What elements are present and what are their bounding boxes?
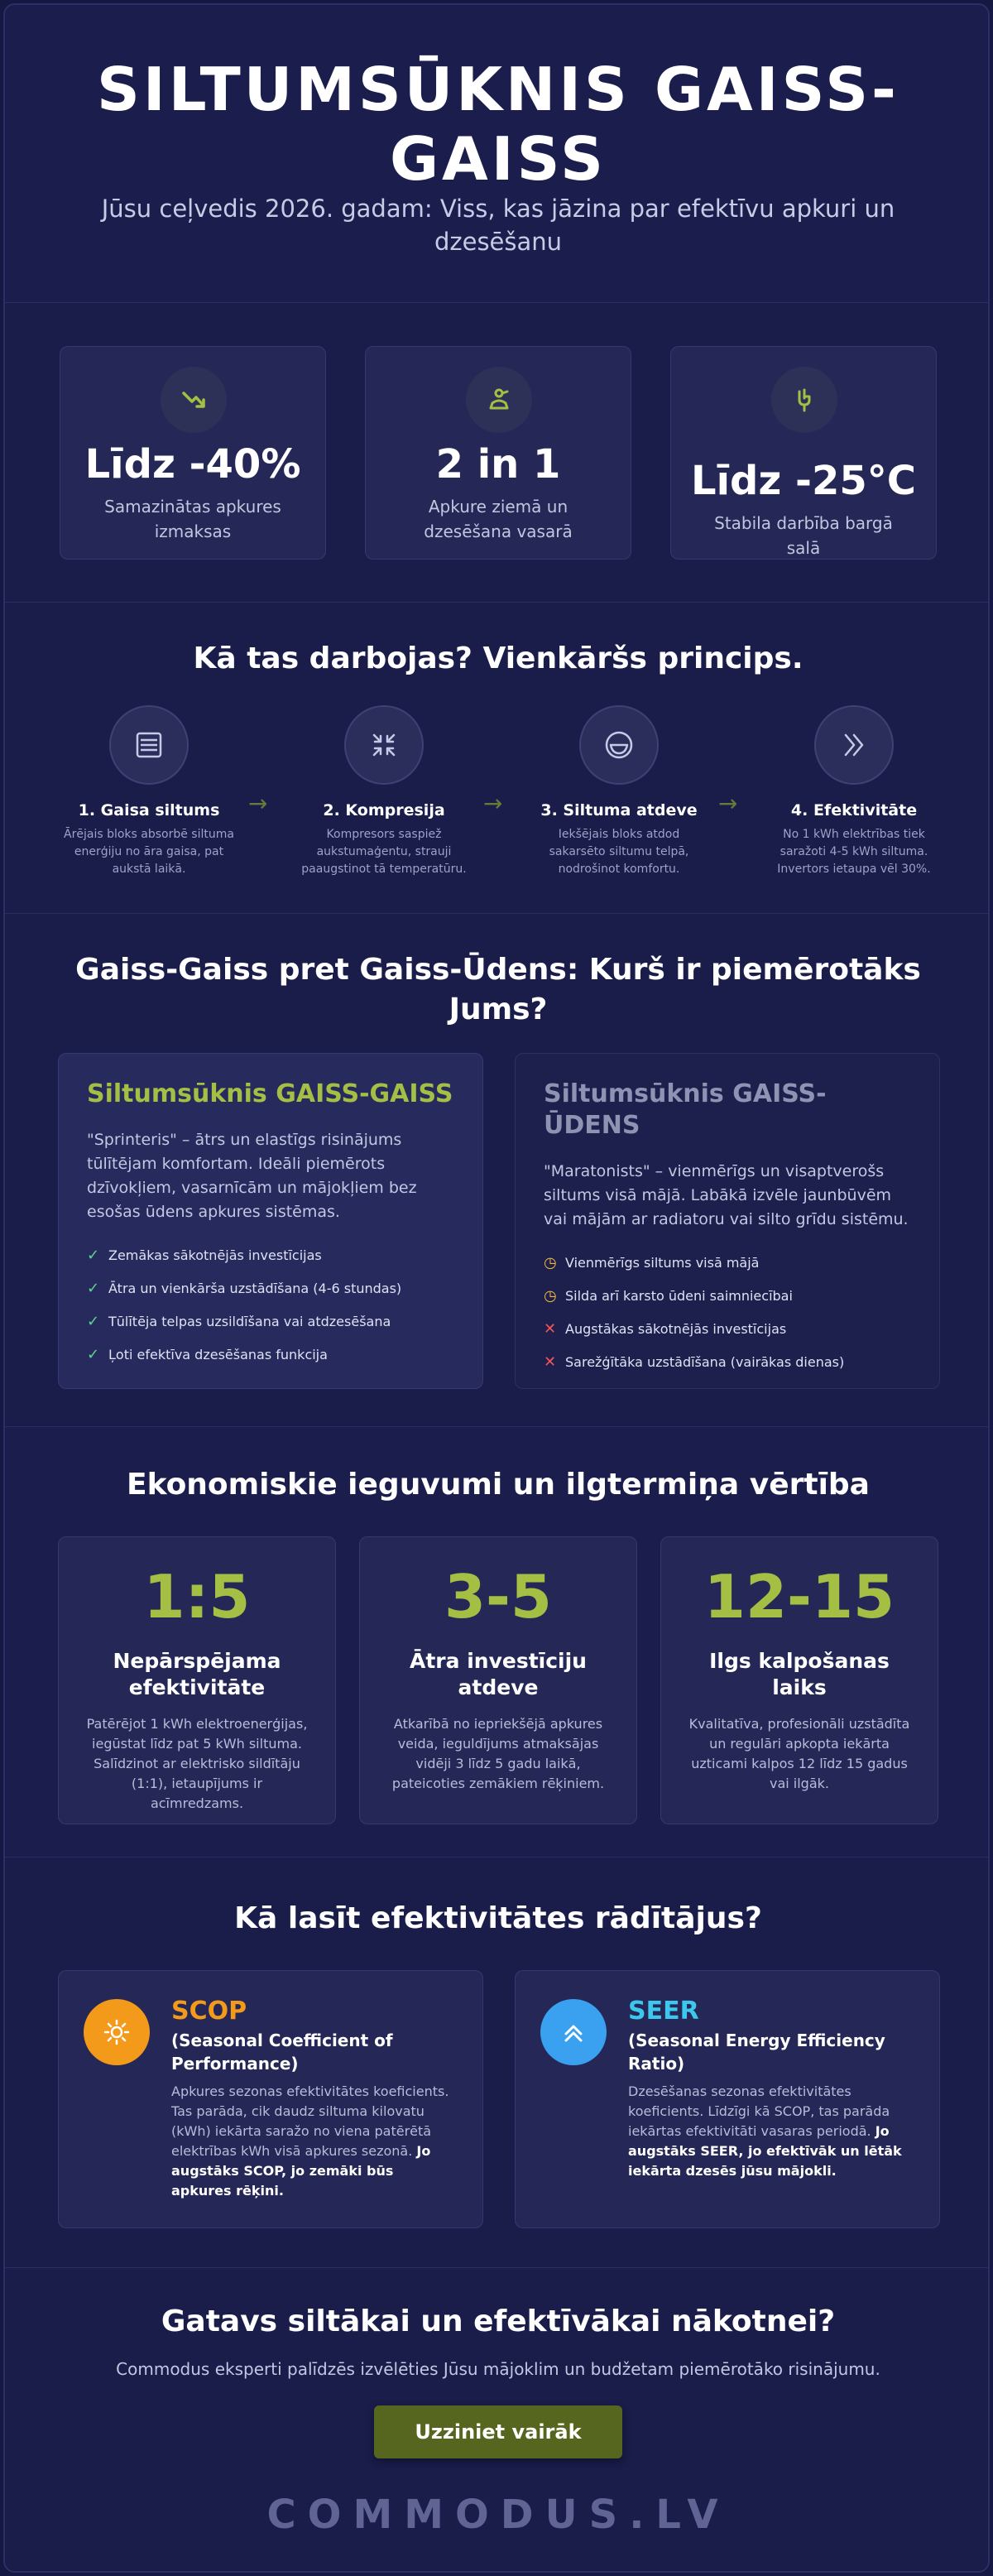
section-title: Kā tas darbojas? Vienkāršs princips. — [193, 642, 804, 675]
step-1 — [50, 705, 248, 878]
list-item: ✓ Ļoti efektīva dzesēšanas funkcija — [87, 1346, 328, 1363]
sun-icon — [84, 1999, 150, 2065]
stat-value: 2 in 1 — [435, 441, 561, 488]
card-title: Siltumsūknis GAISS-ŪDENS — [544, 1079, 827, 1140]
econ-figure: 1:5 — [143, 1562, 251, 1632]
cta-title: Gatavs siltākai un efektīvākai nākotnei? — [161, 2304, 836, 2338]
arrow-right-icon: → — [718, 790, 738, 817]
pros-cons-list — [544, 1255, 911, 1371]
list-item: ✓ Zemākas sākotnējās investīcijas — [87, 1247, 322, 1264]
compress-icon — [344, 705, 424, 785]
card-title: Siltumsūknis GAISS-GAISS — [87, 1079, 453, 1108]
check-icon: ✓ — [87, 1280, 100, 1297]
list-item: ✓ Ātra un vienkārša uzstādīšana (4-6 stundas) — [87, 1280, 402, 1297]
learn-more-button[interactable]: Uzziniet vairāk — [374, 2405, 622, 2458]
list-item: ✕ Sarežģītāka uzstādīšana (vairākas dienas) — [544, 1353, 845, 1371]
stat-card-cold — [670, 346, 937, 560]
thermostat-icon — [466, 367, 532, 433]
list-item: ✓ Tūlītēja telpas uzsildīšana vai atdzesēšana — [87, 1313, 391, 1330]
econ-figure: 3-5 — [444, 1562, 553, 1632]
stat-card-2in1 — [365, 346, 631, 560]
step-4 — [755, 705, 953, 878]
stat-label: Stabila darbība bargā salā — [714, 513, 893, 558]
cross-icon: ✕ — [544, 1320, 557, 1338]
cta-subtitle: Commodus eksperti palīdzēs izvēlēties Jūsu mājoklim un budžetam piemērotāko risinājumu. — [116, 2359, 880, 2379]
seer-body — [628, 1996, 914, 2181]
infographic-frame — [3, 3, 990, 2573]
econ-card-efficiency — [58, 1536, 336, 1824]
metric-name: SCOP — [171, 1997, 247, 2026]
double-chevron-icon — [814, 705, 894, 785]
cta-section — [5, 2268, 990, 2573]
how-it-works-section — [5, 603, 990, 914]
metrics-section — [5, 1858, 990, 2268]
double-chevron-up-icon — [540, 1999, 607, 2065]
metric-fullname: (Seasonal Energy Efficiency Ratio) — [628, 2031, 885, 2074]
step-desc: Iekšējais bloks atdod sakarsēto siltumu telpā, nodrošinot komfortu. — [549, 828, 689, 876]
step-3 — [520, 705, 718, 878]
hero-section — [5, 5, 990, 303]
metric-desc: Apkures sezonas efektivitātes koeficients. Tas parāda, cik daudz siltuma kilovatu (kWh) iekārta saražo no viena patērētā elektrības kWh visā apkures sezonā. Jo augstāks SCOP, jo zemāki būs apkures rēķini. — [171, 2083, 449, 2199]
pros-list — [87, 1247, 454, 1363]
list-item: ◷ Vienmērīgs siltums visā mājā — [544, 1254, 760, 1271]
econ-desc: Kvalitatīva, profesionāli uzstādīta un regulāri apkopta iekārta uzticami kalpos 12 līdz 15 gadus vai ilgāk. — [688, 1716, 910, 1791]
step-desc: Ārējais bloks absorbē siltuma enerģiju no āra gaisa, pat aukstā laikā. — [64, 828, 234, 876]
step-title: 4. Efektivitāte — [790, 801, 918, 819]
econ-desc: Patērējot 1 kWh elektroenerģijas, iegūstat līdz pat 5 kWh siltuma. Salīdzinot ar elektrisko sildītāju (1:1), ietaupījums ir acīmredzams. — [86, 1716, 308, 1811]
list-item: ◷ Silda arī karsto ūdeni saimniecībai — [544, 1287, 793, 1305]
econ-title: Ātra investīciju atdeve — [410, 1649, 587, 1699]
check-icon: ✓ — [87, 1247, 100, 1264]
plug-icon — [771, 367, 837, 433]
stat-label: Samazinātas apkures izmaksas — [104, 497, 281, 541]
trend-down-icon — [161, 367, 227, 433]
smile-icon — [579, 705, 659, 785]
step-title: 3. Siltuma atdeve — [540, 801, 698, 819]
page-subtitle: Jūsu ceļvedis 2026. gadam: Viss, kas jāzina par efektīvu apkuri un dzesēšanu — [101, 195, 895, 256]
econ-card-lifetime — [660, 1536, 938, 1824]
air-icon — [109, 705, 189, 785]
scop-body — [171, 1996, 458, 2201]
stat-card-savings — [60, 346, 326, 560]
card-seer — [515, 1970, 940, 2228]
section-title: Ekonomiskie ieguvumi un ilgtermiņa vērtība — [127, 1468, 870, 1502]
clock-icon: ◷ — [544, 1254, 557, 1271]
card-air-air — [58, 1053, 483, 1389]
list-item: ✕ Augstākas sākotnējās investīcijas — [544, 1320, 787, 1338]
arrow-right-icon: → — [483, 790, 503, 817]
metric-name: SEER — [628, 1997, 699, 2026]
stat-value: Līdz -25°C — [691, 458, 916, 504]
econ-card-payback — [359, 1536, 637, 1824]
check-icon: ✓ — [87, 1313, 100, 1330]
metric-fullname: (Seasonal Coefficient of Performance) — [171, 2031, 393, 2074]
page-title: SILTUMSŪKNIS GAISS-GAISS — [97, 55, 899, 194]
cross-icon: ✕ — [544, 1353, 557, 1371]
econ-title: Ilgs kalpošanas laiks — [709, 1649, 890, 1699]
step-title: 2. Kompresija — [323, 801, 445, 819]
step-2 — [285, 705, 483, 878]
stat-value: Līdz -40% — [84, 441, 301, 488]
step-desc: No 1 kWh elektrības tiek saražoti 4-5 kWh siltuma. Invertors ietaupa vēl 30%. — [777, 828, 931, 876]
comparison-section — [5, 914, 990, 1427]
step-title: 1. Gaisa siltums — [78, 801, 220, 819]
section-title: Gaiss-Gaiss pret Gaiss-Ūdens: Kurš ir piemērotāks Jums? — [75, 953, 921, 1026]
card-desc: "Sprinteris" – ātrs un elastīgs risinājums tūlītējam komfortam. Ideāli piemērots dzīvokļiem, vasarnīcām un mājokļiem bez esošas ūdens apkures sistēmas. — [87, 1131, 417, 1221]
arrow-right-icon: → — [248, 790, 268, 817]
stat-label: Apkure ziemā un dzesēšana vasarā — [424, 497, 573, 541]
metric-desc: Dzesēšanas sezonas efektivitātes koeficients. Līdzīgi kā SCOP, tas parāda iekārtas efektivitāti vasaras periodā. Jo augstāks SEER, jo efektīvāk un lētāk iekārta dzesēs jūsu mājokli. — [628, 2083, 902, 2179]
check-icon: ✓ — [87, 1346, 100, 1363]
brand-logo: COMMODUS.LV — [266, 2492, 730, 2538]
econ-title: Nepārspējama efektivitāte — [113, 1649, 281, 1699]
stats-section — [5, 303, 990, 603]
card-air-water — [515, 1053, 940, 1389]
economics-section — [5, 1427, 990, 1858]
econ-desc: Atkarībā no iepriekšējā apkures veida, ieguldījums atmaksājas vidēji 3 līdz 5 gadu laikā, pateicoties zemākiem rēķiniem. — [391, 1716, 605, 1791]
econ-figure: 12-15 — [703, 1562, 895, 1632]
card-scop — [58, 1970, 483, 2228]
clock-icon: ◷ — [544, 1287, 557, 1305]
card-desc: "Maratonists" – vienmērīgs un visaptverošs siltums visā mājā. Labākā izvēle jaunbūvēm vai mājām ar radiatoru vai silto grīdu sistēmu. — [544, 1162, 909, 1228]
step-desc: Kompresors saspiež aukstumaģentu, strauji paaugstinot tā temperatūru. — [301, 828, 467, 876]
section-title: Kā lasīt efektivitātes rādītājus? — [234, 1901, 762, 1935]
